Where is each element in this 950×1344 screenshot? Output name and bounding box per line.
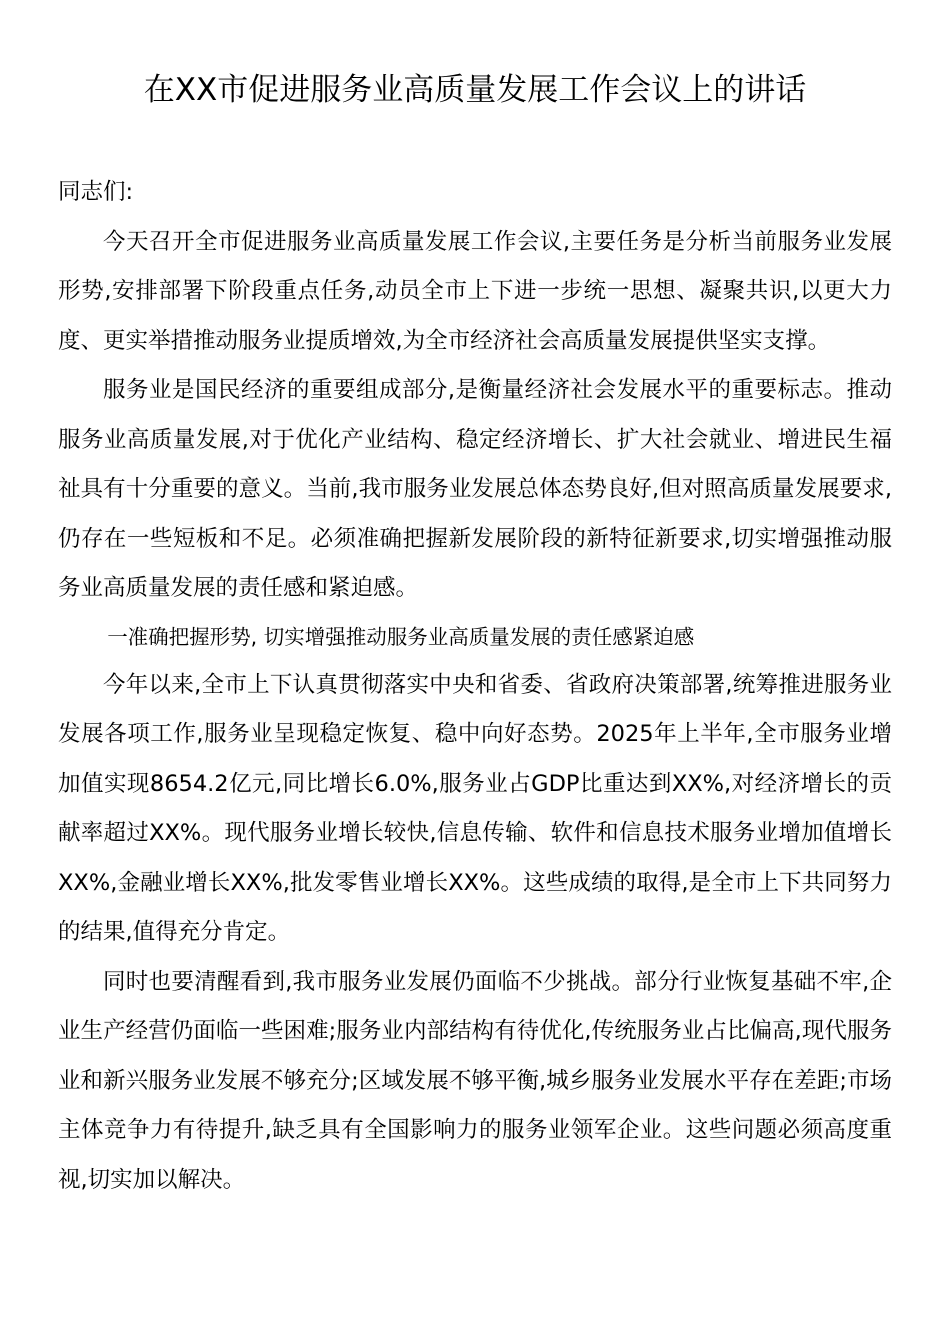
document-body (58, 168, 892, 1205)
greeting: 同志们: (58, 179, 134, 205)
document-title: 在XX市促进服务业高质量发展工作会议上的讲话 (143, 72, 807, 108)
paragraph-opening: 今天召开全市促进服务业高质量发展工作会议,主要任务是分析当前服务业发展形势,安排部署下阶段重点任务,动员全市上下进一步统一思想、凝聚共识,以更大力度、更实举措推动服务业提质增效,为全市经济社会高质量发展提供坚实支撑。 (58, 228, 892, 354)
paragraph-challenges: 同时也要清醒看到,我市服务业发展仍面临不少挑战。部分行业恢复基础不牢,企业生产经营仍面临一些困难;服务业内部结构有待优化,传统服务业占比偏高,现代服务业和新兴服务业发展不够充分;区域发展不够平衡,城乡服务业发展水平存在差距;市场主体竞争力有待提升,缺乏具有全国影响力的服务业领军企业。这些问题必须高度重视,切实加以解决。 (58, 968, 892, 1193)
paragraph-significance: 服务业是国民经济的重要组成部分,是衡量经济社会发展水平的重要标志。推动服务业高质量发展,对于优化产业结构、稳定经济增长、扩大社会就业、增进民生福祉具有十分重要的意义。当前,我市服务业发展总体态势良好,但对照高质量发展要求,仍存在一些短板和不足。必须准确把握新发展阶段的新特征新要求,切实增强推动服务业高质量发展的责任感和紧迫感。 (58, 377, 892, 601)
paragraph-achievements: 今年以来,全市上下认真贯彻落实中央和省委、省政府决策部署,统筹推进服务业发展各项工作,服务业呈现稳定恢复、稳中向好态势。2025年上半年,全市服务业增加值实现8654.2亿元,同比增长6.0%,服务业占GDP比重达到XX%,对经济增长的贡献率超过XX%。现代服务业增长较快,信息传输、软件和信息技术服务业增加值增长XX%,金融业增长XX%,批发零售业增长XX%。这些成绩的取得,是全市上下共同努力的结果,值得充分肯定。 (58, 671, 892, 945)
section-heading: 一准确把握形势, 切实增强推动服务业高质量发展的责任感紧迫感 (107, 624, 695, 649)
